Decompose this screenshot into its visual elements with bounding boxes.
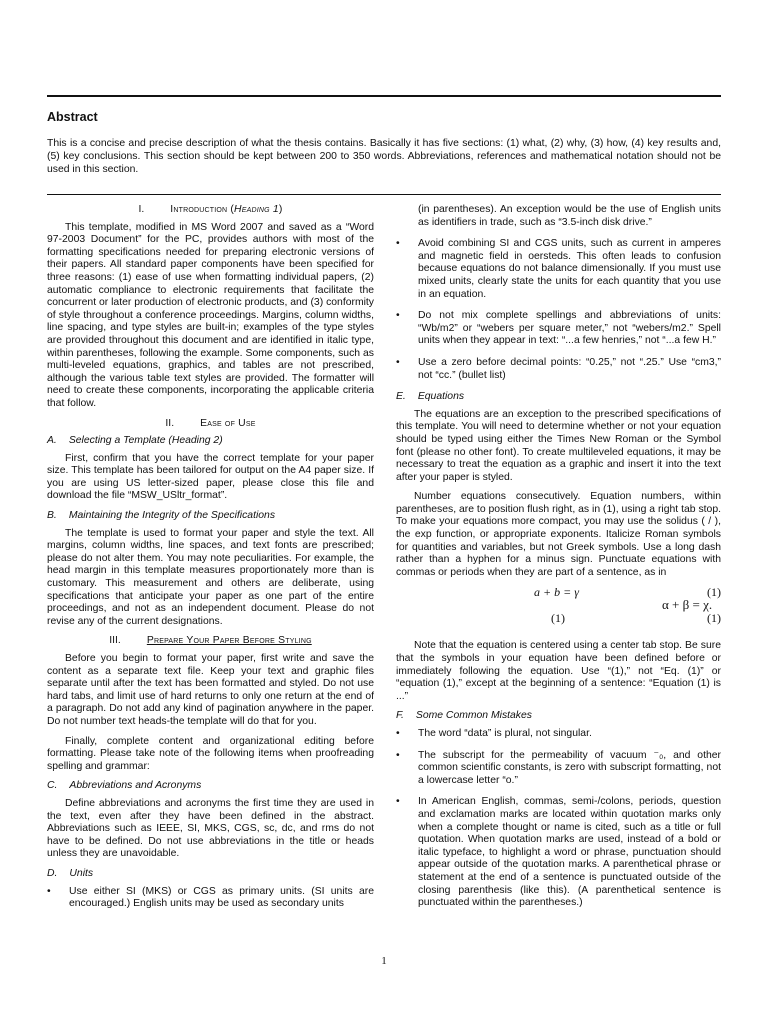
list-item <box>396 310 721 348</box>
heading-text: Introduction ( <box>170 204 235 215</box>
list-item <box>396 357 721 382</box>
prepare-paragraph-1: Before you begin to format your paper, first write and save the content as a separate text file. Keep your text and graphic files separate until after the text has been formatted and styled. Do not use hard tabs, and limit use of hard returns to only one return at the end of a paragraph. Do not add any kind of pagination anywhere in the paper. Do not number text heads-the template will do that for you. <box>47 653 374 727</box>
list-item <box>396 750 721 788</box>
subheading-equations <box>396 391 721 404</box>
selecting-template-paragraph: First, confirm that you have the correct template for your paper size. This template has been tailored for output on the A4 paper size. If you are using US letter-sized paper, please close this file and download the file “MSW_USltr_format”. <box>47 452 374 502</box>
subheading-letter: A. <box>47 435 57 447</box>
abstract-rule <box>47 194 721 195</box>
subheading-letter: D. <box>47 867 58 879</box>
list-item <box>47 886 374 911</box>
heading-text-close: ) <box>278 204 283 215</box>
subheading-text: Selecting a Template (Heading 2) <box>68 435 223 447</box>
units-bullet-list-continued <box>396 238 721 382</box>
bullet-icon: • <box>396 728 400 739</box>
subheading-common-mistakes <box>396 710 721 723</box>
list-item-text: Use a zero before decimal points: “0.25,” not “.25.” Use “cm3,” not “cc.” (bullet list) <box>418 356 721 381</box>
heading-ease-of-use <box>47 418 374 431</box>
page-number: 1 <box>381 955 387 967</box>
heading-number: II. <box>165 417 175 429</box>
heading-text-italic: Heading 1 <box>234 204 279 215</box>
bullet-icon: • <box>396 749 400 761</box>
subheading-text: Units <box>69 867 94 879</box>
prepare-paragraph-2: Finally, complete content and organizational editing before formatting. Please take note of the following items when proofreading spelling and grammar: <box>47 735 374 772</box>
subheading-text: Maintaining the Integrity of the Specifications <box>68 510 276 522</box>
right-column <box>396 204 721 919</box>
subheading-abbreviations <box>47 780 374 793</box>
equation-2: α + β = χ. <box>662 597 713 613</box>
subheading-selecting-template <box>47 435 374 448</box>
list-item-text: The word “data” is plural, not singular. <box>418 728 592 739</box>
subheading-letter: F. <box>396 710 404 722</box>
list-item <box>396 796 721 909</box>
bullet-icon: • <box>47 885 51 897</box>
list-item <box>396 728 721 741</box>
bullet-icon: • <box>396 356 400 368</box>
left-column <box>47 204 374 920</box>
abstract-text: This is a concise and precise description of what the thesis contains. Basically it has five sections: (1) what, (2) why, (3) how, (4) key results and, (5) key conclusions. This section should be kept between 200 to 350 words. Abbreviations, references and mathematical notation should not be used in this section. <box>47 138 721 175</box>
bullet-icon: • <box>396 796 400 808</box>
equation-1: a + b = γ <box>534 585 579 600</box>
abstract-title: Abstract <box>47 110 98 124</box>
equations-paragraph-1: The equations are an exception to the prescribed specifications of this template. You will need to determine whether or not your equation should be typed using either the Times New Roman or the Symbol font (please no other font). To create multileveled equations, it may be necessary to treat the equation as a graphic and insert it into the text after your paper is styled. <box>396 408 721 483</box>
equations-paragraph-3: Note that the equation is centered using a center tab stop. Be sure that the symbols in your equation have been defined before or immediately following the equation. Use “(1),” not “Eq. (1)” or “equation (1),” except at the beginning of a sentence: “Equation (1) is ...” <box>396 640 721 702</box>
heading-number: III. <box>109 635 121 647</box>
abbreviations-paragraph: Define abbreviations and acronyms the first time they are used in the text, even after they have been defined in the abstract. Abbreviations such as IEEE, SI, MKS, CGS, sc, dc, and rms do not have to be defined. Do not use abbreviations in the title or heads unless they are unavoidable. <box>47 797 374 860</box>
subheading-text: Abbreviations and Acronyms <box>69 780 202 792</box>
list-item-text: Do not mix complete spellings and abbreviations of units: “Wb/m2” or “webers per square meter,” not “webers/m2.” Spell units when they appear in text: “...a few henries,” not “...a few H.” <box>418 310 721 347</box>
integrity-paragraph: The template is used to format your paper and style the text. All margins, column widths, line spaces, and text fonts are prescribed; please do not alter them. You may note peculiarities. For example, the head margin in this template measures proportionately more than is customary. This measurement and others are deliberate, using specifications that anticipate your paper as one part of the entire proceedings, and not as an independent document. Please do not revise any of the current designations. <box>47 527 374 627</box>
units-bullet-list <box>47 886 374 911</box>
list-item <box>396 238 721 301</box>
bullet-icon: • <box>396 310 400 322</box>
subheading-letter: C. <box>47 780 58 792</box>
list-item-text: The subscript for the permeability of vacuum ⁻₀, and other common scientific constants, is zero with subscript formatting, not a lowercase letter “o.” <box>418 749 721 786</box>
top-rule <box>47 95 721 97</box>
equation-block <box>396 586 721 630</box>
heading-prepare-paper <box>47 635 374 648</box>
equations-paragraph-2: Number equations consecutively. Equation numbers, within parentheses, are to position flush right, as in (1), using a right tab stop. To make your equations more compact, you may use the solidus ( / ), the exp function, or appropriate exponents. Italicize Roman symbols for quantities and variables, but not Greek symbols. Use a long dash rather than a hyphen for a minus sign. Punctuate equations with commas or periods when they are part of a sentence, as in <box>396 491 721 578</box>
list-item-text: Avoid combining SI and CGS units, such as current in amperes and magnetic field in oersteds. This often leads to confusion because equations do not balance dimensionally. If you must use mixed units, clearly state the units for each quantity that you use in an equation. <box>418 238 721 300</box>
intro-paragraph: This template, modified in MS Word 2007 and saved as a “Word 97-2003 Document” for the PC, provides authors with most of the formatting specifications needed for preparing electronic versions of their papers. All standard paper components have been specified for three reasons: (1) ease of use when formatting individual papers, (2) automatic compliance to electronic requirements that facilitate the concurrent or later production of electronic products, and (3) conformity of style throughout a conference proceedings. Margins, column widths, line spacing, and type styles are built-in; examples of the type styles are provided throughout this document and are identified in italic type, within parentheses, following the example. Some components, such as multi-leveled equations, graphics, and tables are not prescribed, although the various table text styles are provided. The formatter will need to create these components, incorporating the applicable criteria that follow. <box>47 221 374 409</box>
heading-number: I. <box>138 204 145 215</box>
subheading-text: Equations <box>417 391 465 403</box>
subheading-letter: B. <box>47 510 57 522</box>
mistakes-bullet-list <box>396 728 721 910</box>
units-bullet-continuation: (in parentheses). An exception would be the use of English units as identifiers in trade, such as “3.5-inch disk drive.” <box>418 204 721 228</box>
list-item-text: In American English, commas, semi-/colons, periods, question and exclamation marks are located within quotation marks only when a complete thought or name is cited, such as a title or full quotation. When quotation marks are used, instead of a bold or italic typeface, to highlight a word or phrase, punctuation should appear outside of the quotation marks. A parenthetical phrase or statement at the end of a sentence is punctuated outside of the closing parenthesis (like this). (A parenthetical sentence is punctuated within the parentheses.) <box>418 796 721 909</box>
heading-text: Ease of Use <box>200 417 256 429</box>
equation-2-number: (1) <box>551 611 565 626</box>
subheading-text: Some Common Mistakes <box>415 710 532 722</box>
subheading-integrity <box>47 510 374 523</box>
equation-1-number: (1) <box>707 585 721 600</box>
subheading-units <box>47 868 374 881</box>
list-item-text: Use either SI (MKS) or CGS as primary units. (SI units are encouraged.) English units may be used as secondary units <box>69 885 374 910</box>
equation-3-number: (1) <box>707 611 721 626</box>
bullet-icon: • <box>396 238 400 250</box>
heading-text: Prepare Your Paper Before Styling <box>146 635 312 647</box>
heading-introduction <box>47 204 374 217</box>
subheading-letter: E. <box>396 391 406 403</box>
